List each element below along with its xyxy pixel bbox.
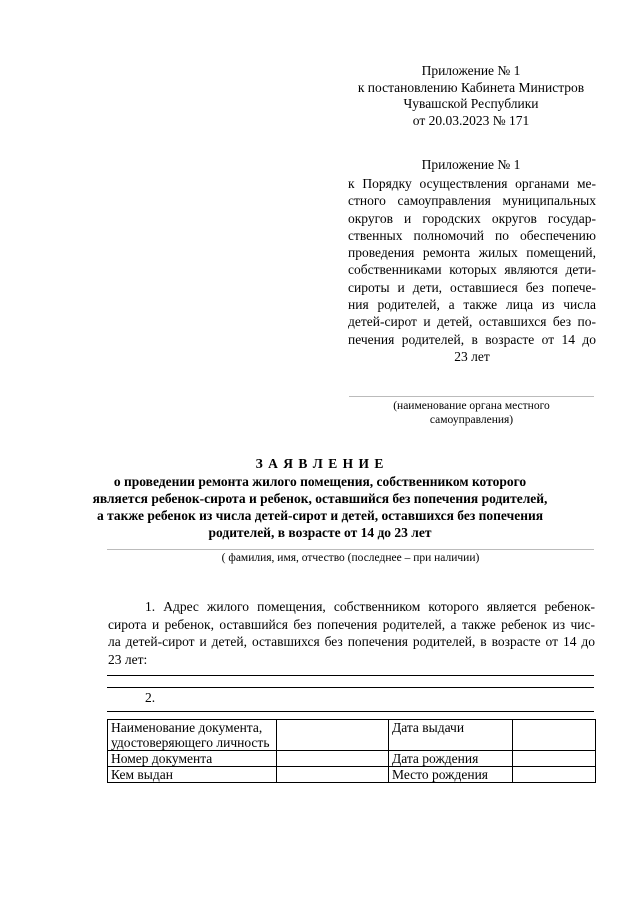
full-name-caption: ( фамилия, имя, отчество (последнее – при наличии): [221, 552, 480, 564]
order-line: печения родителей, в возрасте от 14 до: [348, 331, 596, 347]
order-line: ния родителей, а также лица из числа: [348, 297, 596, 313]
address-field-line-1[interactable]: [107, 675, 594, 676]
issue-date-value[interactable]: [513, 720, 596, 751]
decree-reference: к постановлению Кабинета Министров: [357, 79, 585, 95]
item-1-text: [108, 598, 595, 668]
issue-date-label: Дата выдачи: [389, 720, 513, 751]
item-1-line: 23 лет:: [108, 651, 148, 667]
order-line: округов и городских округов государ-: [348, 210, 596, 226]
order-line: 23 лет: [454, 348, 490, 364]
issued-by-value[interactable]: [277, 767, 389, 783]
document-title: З А Я В Л Е Н И Е: [255, 456, 385, 471]
appendix-header: [340, 63, 602, 129]
order-line: проведения ремонта жилых помещений,: [348, 245, 596, 261]
item-2-label: 2.: [145, 690, 156, 705]
birth-date-value[interactable]: [513, 751, 596, 767]
table-row: [108, 767, 596, 783]
subtitle-line: является ребенок-сирота и ребенок, оставшийся без попечения родителей,: [92, 491, 548, 506]
order-line: к Порядку осуществления органами ме-: [348, 176, 596, 191]
organ-name-field-line[interactable]: [349, 396, 594, 397]
order-line: стного самоуправления муниципальных: [348, 193, 596, 209]
birth-date-label: Дата рождения: [389, 751, 513, 767]
subtitle-line: о проведении ремонта жилого помещения, собственником которого: [113, 474, 527, 489]
organ-caption-line: (наименование органа местного: [393, 400, 550, 412]
republic-name: Чувашской Республики: [403, 96, 539, 111]
identity-document-table: [107, 719, 596, 783]
appendix-number: Приложение № 1: [421, 63, 521, 78]
document-subtitle: [60, 473, 580, 541]
subtitle-line: а также ребенок из числа детей-сирот и детей, оставшихся без попечения: [96, 508, 544, 523]
full-name-field-line[interactable]: [107, 549, 594, 550]
item-1-line: ла детей-сирот и детей, оставшихся без попечения родителей, в возрасте от 14 до: [108, 634, 595, 649]
doc-name-label: Наименование документа, удостоверяющего личность: [108, 720, 277, 751]
order-appendix-heading: Приложение № 1: [421, 157, 521, 172]
address-field-line-2[interactable]: [107, 687, 594, 688]
decree-date-number: от 20.03.2023 № 171: [412, 112, 530, 128]
doc-number-value[interactable]: [277, 751, 389, 767]
item-2-field-line[interactable]: [107, 711, 594, 712]
organ-name-caption: [349, 399, 594, 427]
issued-by-label: Кем выдан: [108, 767, 277, 783]
order-line: детей-сирот и детей, оставшихся без по-: [348, 314, 596, 330]
item-1-line: сирота и ребенок, оставшийся без попечения родителей, а также ребенок из чис-: [108, 616, 595, 632]
doc-number-label: Номер документа: [108, 751, 277, 767]
birth-place-label: Место рождения: [389, 767, 513, 783]
organ-caption-line: самоуправления): [429, 414, 514, 426]
table-row: [108, 720, 596, 751]
subtitle-line: родителей, в возрасте от 14 до 23 лет: [208, 525, 432, 540]
table-row: [108, 751, 596, 767]
order-line: ственных полномочий по обеспечению: [348, 227, 596, 243]
doc-name-value[interactable]: [277, 720, 389, 751]
order-line: собственниками которых являются дети-: [348, 262, 596, 278]
birth-place-value[interactable]: [513, 767, 596, 783]
order-line: сироты и дети, оставшиеся без попече-: [348, 279, 596, 295]
item-1-line: 1. Адрес жилого помещения, собственником которого является ребенок-: [145, 599, 595, 614]
order-appendix-text: [348, 175, 596, 365]
